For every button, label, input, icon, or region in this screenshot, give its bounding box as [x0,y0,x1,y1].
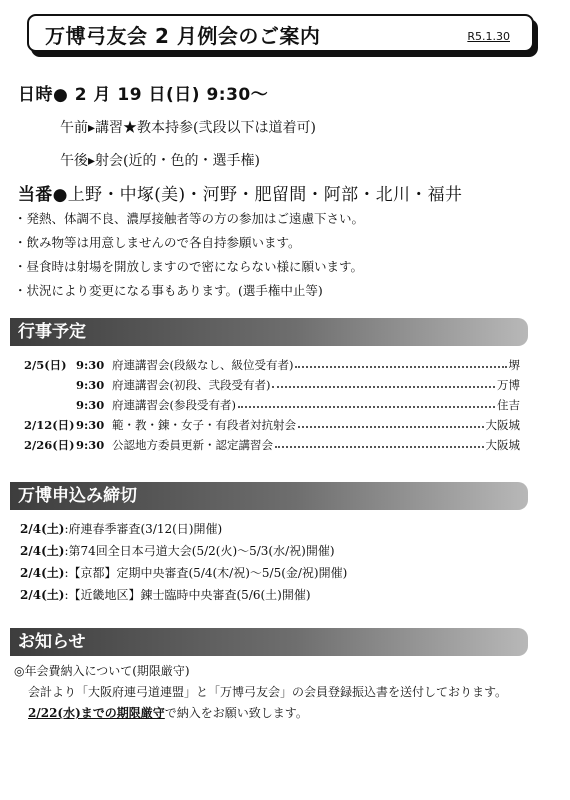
schedule-place: 万博 [497,378,520,392]
schedule-date [24,395,76,415]
schedule-event: 公認地方委員更新・認定講習会 [112,438,273,452]
notes-list [14,207,364,303]
deadline-date: 2/4(土) [20,566,65,580]
schedule-time: 9:30 [76,358,105,372]
deadline-date: 2/4(土) [20,588,65,602]
note-item: ・昼食時は射場を開放しますので密にならない様に願います。 [14,259,364,274]
leader-dots [275,435,484,448]
morning-program: 午前▸講習★教本持参(弐段以下は道着可) [60,120,316,136]
issue-date: R5.1.30 [467,30,510,43]
deadline-text: :【近畿地区】錬士臨時中央審査(5/6(土)開催) [64,588,311,602]
schedule-row [24,435,520,455]
title-box [27,14,534,52]
note-item: ・飲み物等は用意しませんので各自持参願います。 [14,235,301,250]
schedule-date: 2/5(日) [24,358,67,372]
deadlines-heading: 万博申込み締切 [10,482,528,510]
schedule-date [24,375,76,395]
page-title: 万博弓友会 2 月例会のご案内 [45,24,321,48]
notice-line: 会計より「大阪府連弓道連盟」と「万博弓友会」の会員登録振込書を送付しております。 [28,685,508,699]
duty-label: 当番● [18,185,68,205]
leader-dots [238,395,495,408]
schedule-event: 府連講習会(参段受有者) [112,398,236,412]
note-item: ・状況により変更になる事もあります。(選手権中止等) [14,283,323,298]
deadline-item [20,518,347,540]
schedule-event: 範・教・錬・女子・有段者対抗射会 [112,418,296,432]
leader-dots [295,355,506,368]
schedule-heading: 行事予定 [10,318,528,346]
notice-line-rest: で納入をお願い致します。 [164,706,308,720]
deadlines-list [20,518,347,606]
schedule-row [24,415,520,435]
deadline-text: :府連春季審査(3/12(日)開催) [64,522,223,536]
deadline-item [20,562,347,584]
duty-members [18,180,462,205]
notice-heading: お知らせ [10,628,528,656]
deadline-item [20,540,347,562]
notice-item-title: ◎年会費納入について(期限厳守) [14,664,190,678]
schedule-place: 大阪城 [485,438,520,452]
payment-deadline: 2/22(水)までの期限厳守 [28,706,165,720]
schedule-time: 9:30 [76,398,105,412]
notice-line [14,703,554,724]
schedule-row [24,355,520,375]
schedule-row [24,375,520,395]
schedule-place: 大阪城 [485,418,520,432]
notice-body [14,661,554,724]
afternoon-program: 午後▸射会(近的・色的・選手権) [60,153,260,169]
deadline-date: 2/4(土) [20,544,65,558]
schedule-time: 9:30 [76,418,105,432]
duty-names: 上野・中塚(美)・河野・肥留間・阿部・北川・福井 [67,185,463,205]
schedule-time: 9:30 [76,378,105,392]
schedule-date: 2/26(日) [24,438,75,452]
schedule-list [24,355,520,455]
meeting-datetime: 日時● 2 月 19 日(日) 9:30〜 [18,85,269,105]
note-item: ・発熱、体調不良、濃厚接触者等の方の参加はご遠慮下さい。 [14,211,365,226]
schedule-row [24,395,520,415]
schedule-time: 9:30 [76,438,105,452]
deadline-date: 2/4(土) [20,522,65,536]
deadline-item [20,584,347,606]
schedule-event: 府連講習会(段級なし、級位受有者) [112,358,294,372]
schedule-place: 住吉 [497,398,520,412]
schedule-place: 堺 [508,358,520,372]
schedule-event: 府連講習会(初段、弐段受有者) [112,378,271,392]
leader-dots [298,415,484,428]
deadline-text: :【京都】定期中央審査(5/4(木/祝)〜5/5(金/祝)開催) [64,566,348,580]
schedule-date: 2/12(日) [24,418,75,432]
leader-dots [272,375,495,388]
deadline-text: :第74回全日本弓道大会(5/2(火)〜5/3(水/祝)開催) [64,544,335,558]
